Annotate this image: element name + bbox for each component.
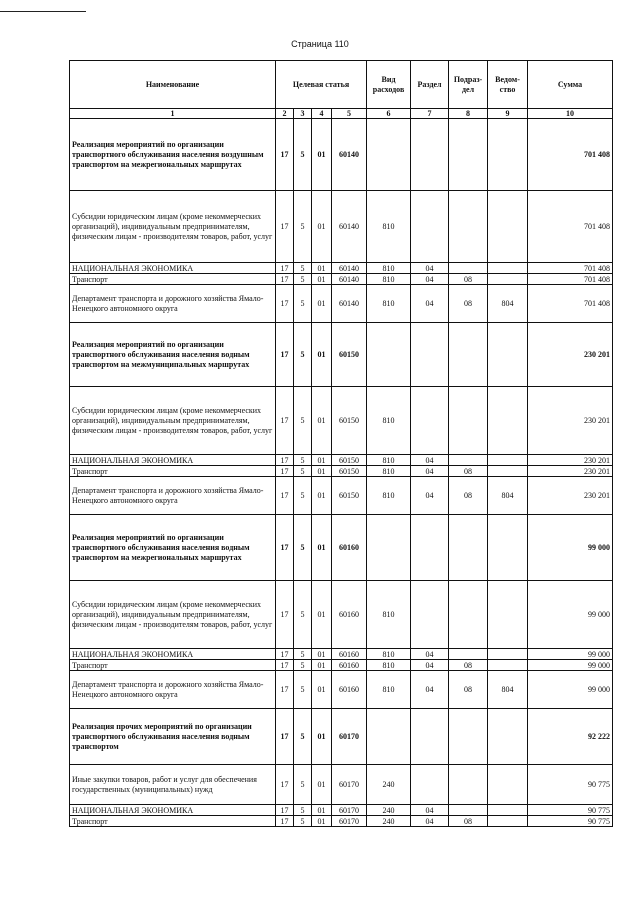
row-code-cell: 01 xyxy=(312,709,332,765)
row-code-cell xyxy=(449,119,488,191)
row-code-cell xyxy=(449,649,488,660)
row-code-cell: 04 xyxy=(411,816,449,827)
row-code-cell xyxy=(488,119,528,191)
row-code-cell: 60140 xyxy=(332,191,367,263)
row-code-cell: 60150 xyxy=(332,466,367,477)
row-code-cell xyxy=(449,581,488,649)
row-code-cell: 01 xyxy=(312,660,332,671)
row-code-cell: 60150 xyxy=(332,455,367,466)
row-sum-cell: 701 408 xyxy=(528,285,613,323)
row-code-cell xyxy=(411,119,449,191)
header-podrazdel: Подраз-дел xyxy=(449,61,488,109)
table-row xyxy=(70,263,613,274)
row-sum-cell: 701 408 xyxy=(528,191,613,263)
budget-table xyxy=(69,60,613,827)
row-code-cell: 08 xyxy=(449,466,488,477)
row-code-cell: 17 xyxy=(276,285,294,323)
row-code-cell xyxy=(449,323,488,387)
row-code-cell: 08 xyxy=(449,660,488,671)
row-sum-cell: 230 201 xyxy=(528,455,613,466)
row-code-cell: 04 xyxy=(411,805,449,816)
row-code-cell xyxy=(411,191,449,263)
row-code-cell: 17 xyxy=(276,805,294,816)
row-code-cell: 01 xyxy=(312,274,332,285)
row-code-cell: 804 xyxy=(488,477,528,515)
row-code-cell: 240 xyxy=(367,765,411,805)
row-code-cell: 60140 xyxy=(332,274,367,285)
row-code-cell: 60150 xyxy=(332,387,367,455)
row-code-cell xyxy=(449,805,488,816)
row-name-cell: Реализация прочих мероприятий по организации транспортного обслуживания населения водным транспортом xyxy=(70,709,276,765)
row-code-cell: 810 xyxy=(367,671,411,709)
row-code-cell: 5 xyxy=(294,671,312,709)
row-code-cell: 810 xyxy=(367,477,411,515)
table-row xyxy=(70,477,613,515)
row-code-cell: 17 xyxy=(276,191,294,263)
column-number-row xyxy=(70,109,613,119)
row-code-cell: 60160 xyxy=(332,660,367,671)
row-sum-cell: 230 201 xyxy=(528,387,613,455)
row-code-cell: 17 xyxy=(276,387,294,455)
row-code-cell: 01 xyxy=(312,581,332,649)
row-name-cell: Субсидии юридическим лицам (кроме некоммерческих организаций), индивидуальным предпринимателям, физическим лицам - производителям товаров, работ, услуг xyxy=(70,581,276,649)
row-code-cell xyxy=(488,660,528,671)
row-code-cell xyxy=(411,581,449,649)
table-row xyxy=(70,709,613,765)
row-code-cell: 5 xyxy=(294,274,312,285)
row-code-cell: 5 xyxy=(294,477,312,515)
row-code-cell: 5 xyxy=(294,660,312,671)
row-code-cell xyxy=(449,765,488,805)
row-name-cell: Департамент транспорта и дорожного хозяйства Ямало-Ненецкого автономного округа xyxy=(70,477,276,515)
row-name-cell: Транспорт xyxy=(70,816,276,827)
row-sum-cell: 90 775 xyxy=(528,816,613,827)
row-code-cell: 60140 xyxy=(332,119,367,191)
row-code-cell: 04 xyxy=(411,649,449,660)
row-code-cell xyxy=(488,274,528,285)
row-sum-cell: 90 775 xyxy=(528,805,613,816)
row-code-cell: 17 xyxy=(276,816,294,827)
row-code-cell: 01 xyxy=(312,515,332,581)
row-code-cell: 60170 xyxy=(332,816,367,827)
row-code-cell xyxy=(488,263,528,274)
row-name-cell: Иные закупки товаров, работ и услуг для обеспечения государственных (муниципальных) нужд xyxy=(70,765,276,805)
row-name-cell: НАЦИОНАЛЬНАЯ ЭКОНОМИКА xyxy=(70,649,276,660)
table-row xyxy=(70,323,613,387)
row-code-cell: 04 xyxy=(411,263,449,274)
row-code-cell xyxy=(367,515,411,581)
row-code-cell: 5 xyxy=(294,119,312,191)
row-code-cell xyxy=(449,709,488,765)
row-code-cell xyxy=(411,709,449,765)
row-code-cell xyxy=(411,323,449,387)
row-code-cell: 17 xyxy=(276,455,294,466)
row-name-cell: Субсидии юридическим лицам (кроме некоммерческих организаций), индивидуальным предпринимателям, физическим лицам - производителям товаров, работ, услуг xyxy=(70,387,276,455)
row-code-cell: 17 xyxy=(276,274,294,285)
row-code-cell: 240 xyxy=(367,805,411,816)
row-name-cell: Реализация мероприятий по организации транспортного обслуживания населения водным транспортом на межрегиональных маршрутах xyxy=(70,515,276,581)
row-code-cell xyxy=(367,119,411,191)
table-row xyxy=(70,805,613,816)
row-code-cell: 5 xyxy=(294,455,312,466)
row-code-cell: 08 xyxy=(449,671,488,709)
row-code-cell: 5 xyxy=(294,805,312,816)
header-vedomstvo: Ведом-ство xyxy=(488,61,528,109)
row-sum-cell: 99 000 xyxy=(528,660,613,671)
table-row xyxy=(70,765,613,805)
row-code-cell: 810 xyxy=(367,285,411,323)
row-code-cell: 01 xyxy=(312,191,332,263)
table-row xyxy=(70,119,613,191)
row-code-cell: 17 xyxy=(276,649,294,660)
row-code-cell: 17 xyxy=(276,119,294,191)
row-code-cell: 240 xyxy=(367,816,411,827)
row-code-cell: 5 xyxy=(294,466,312,477)
row-code-cell: 04 xyxy=(411,274,449,285)
row-code-cell xyxy=(488,455,528,466)
row-code-cell xyxy=(449,263,488,274)
row-code-cell: 5 xyxy=(294,387,312,455)
row-name-cell: Департамент транспорта и дорожного хозяйства Ямало-Ненецкого автономного округа xyxy=(70,671,276,709)
row-code-cell: 01 xyxy=(312,765,332,805)
row-code-cell: 5 xyxy=(294,709,312,765)
row-code-cell: 60140 xyxy=(332,285,367,323)
row-sum-cell: 99 000 xyxy=(528,581,613,649)
col-num: 6 xyxy=(367,109,411,119)
row-code-cell: 810 xyxy=(367,649,411,660)
row-name-cell: Реализация мероприятий по организации транспортного обслуживания населения воздушным транспортом на межрегиональных маршрутах xyxy=(70,119,276,191)
row-name-cell: НАЦИОНАЛЬНАЯ ЭКОНОМИКА xyxy=(70,805,276,816)
row-code-cell: 08 xyxy=(449,274,488,285)
row-code-cell: 810 xyxy=(367,191,411,263)
row-name-cell: Департамент транспорта и дорожного хозяйства Ямало-Ненецкого автономного округа xyxy=(70,285,276,323)
row-code-cell: 60150 xyxy=(332,477,367,515)
table-row xyxy=(70,455,613,466)
row-code-cell: 60160 xyxy=(332,671,367,709)
row-code-cell: 08 xyxy=(449,285,488,323)
row-code-cell: 01 xyxy=(312,649,332,660)
row-code-cell: 01 xyxy=(312,323,332,387)
row-code-cell: 01 xyxy=(312,671,332,709)
row-code-cell xyxy=(488,323,528,387)
row-code-cell xyxy=(449,455,488,466)
col-num: 7 xyxy=(411,109,449,119)
row-code-cell: 810 xyxy=(367,455,411,466)
col-num: 3 xyxy=(294,109,312,119)
row-name-cell: НАЦИОНАЛЬНАЯ ЭКОНОМИКА xyxy=(70,455,276,466)
row-code-cell: 60170 xyxy=(332,709,367,765)
table-row xyxy=(70,816,613,827)
col-num: 1 xyxy=(70,109,276,119)
header-row xyxy=(70,61,613,109)
row-code-cell: 17 xyxy=(276,263,294,274)
table-row xyxy=(70,671,613,709)
row-code-cell: 810 xyxy=(367,581,411,649)
row-code-cell: 04 xyxy=(411,671,449,709)
row-code-cell: 04 xyxy=(411,466,449,477)
table-row xyxy=(70,581,613,649)
row-code-cell: 5 xyxy=(294,191,312,263)
row-code-cell: 60160 xyxy=(332,581,367,649)
col-num: 2 xyxy=(276,109,294,119)
row-sum-cell: 99 000 xyxy=(528,671,613,709)
row-code-cell: 5 xyxy=(294,581,312,649)
row-code-cell xyxy=(488,515,528,581)
row-sum-cell: 99 000 xyxy=(528,649,613,660)
row-code-cell: 04 xyxy=(411,660,449,671)
header-summa: Сумма xyxy=(528,61,613,109)
row-code-cell: 60160 xyxy=(332,649,367,660)
row-name-cell: Транспорт xyxy=(70,466,276,477)
row-code-cell: 5 xyxy=(294,323,312,387)
row-name-cell: Транспорт xyxy=(70,660,276,671)
row-name-cell: Транспорт xyxy=(70,274,276,285)
row-code-cell: 01 xyxy=(312,285,332,323)
row-code-cell xyxy=(449,191,488,263)
row-code-cell: 01 xyxy=(312,387,332,455)
row-code-cell: 60160 xyxy=(332,515,367,581)
table-row xyxy=(70,515,613,581)
table-row xyxy=(70,649,613,660)
row-code-cell xyxy=(488,765,528,805)
row-code-cell: 810 xyxy=(367,466,411,477)
col-num: 5 xyxy=(332,109,367,119)
row-code-cell xyxy=(411,765,449,805)
row-code-cell: 60170 xyxy=(332,805,367,816)
row-code-cell xyxy=(367,323,411,387)
row-code-cell: 60140 xyxy=(332,263,367,274)
row-code-cell: 5 xyxy=(294,515,312,581)
row-code-cell: 01 xyxy=(312,805,332,816)
row-code-cell: 01 xyxy=(312,466,332,477)
header-target: Целевая статья xyxy=(276,61,367,109)
corner-rule xyxy=(0,11,86,12)
row-code-cell: 01 xyxy=(312,119,332,191)
row-code-cell xyxy=(488,816,528,827)
row-code-cell: 60170 xyxy=(332,765,367,805)
header-razdel: Раздел xyxy=(411,61,449,109)
row-code-cell xyxy=(449,387,488,455)
row-code-cell: 01 xyxy=(312,263,332,274)
row-code-cell: 804 xyxy=(488,285,528,323)
row-code-cell: 17 xyxy=(276,709,294,765)
row-code-cell xyxy=(488,805,528,816)
table-row xyxy=(70,274,613,285)
page-label: Страница 110 xyxy=(291,39,349,49)
row-code-cell xyxy=(488,581,528,649)
row-sum-cell: 701 408 xyxy=(528,119,613,191)
row-sum-cell: 92 222 xyxy=(528,709,613,765)
row-code-cell xyxy=(367,709,411,765)
row-code-cell: 17 xyxy=(276,765,294,805)
table-row xyxy=(70,387,613,455)
row-code-cell: 17 xyxy=(276,660,294,671)
row-code-cell: 5 xyxy=(294,816,312,827)
row-code-cell: 5 xyxy=(294,285,312,323)
row-code-cell: 01 xyxy=(312,477,332,515)
row-code-cell: 04 xyxy=(411,455,449,466)
row-sum-cell: 99 000 xyxy=(528,515,613,581)
row-code-cell xyxy=(488,466,528,477)
row-code-cell xyxy=(411,515,449,581)
table-body xyxy=(70,119,613,827)
row-sum-cell: 701 408 xyxy=(528,274,613,285)
row-sum-cell: 230 201 xyxy=(528,466,613,477)
row-code-cell xyxy=(488,709,528,765)
table-row xyxy=(70,660,613,671)
row-code-cell: 04 xyxy=(411,477,449,515)
row-sum-cell: 230 201 xyxy=(528,323,613,387)
header-vid: Вид расходов xyxy=(367,61,411,109)
row-code-cell xyxy=(488,649,528,660)
row-name-cell: Реализация мероприятий по организации транспортного обслуживания населения водным транспортом на межмуниципальных маршрутах xyxy=(70,323,276,387)
table-row xyxy=(70,191,613,263)
table-row xyxy=(70,466,613,477)
row-code-cell: 04 xyxy=(411,285,449,323)
col-num: 9 xyxy=(488,109,528,119)
row-code-cell: 810 xyxy=(367,387,411,455)
header-name: Наименование xyxy=(70,61,276,109)
row-code-cell: 17 xyxy=(276,581,294,649)
row-name-cell: НАЦИОНАЛЬНАЯ ЭКОНОМИКА xyxy=(70,263,276,274)
row-code-cell: 17 xyxy=(276,515,294,581)
col-num: 10 xyxy=(528,109,613,119)
row-code-cell: 01 xyxy=(312,455,332,466)
row-sum-cell: 90 775 xyxy=(528,765,613,805)
row-code-cell: 810 xyxy=(367,660,411,671)
row-code-cell: 810 xyxy=(367,263,411,274)
row-name-cell: Субсидии юридическим лицам (кроме некоммерческих организаций), индивидуальным предпринимателям, физическим лицам - производителям товаров, работ, услуг xyxy=(70,191,276,263)
row-code-cell: 17 xyxy=(276,466,294,477)
row-code-cell: 810 xyxy=(367,274,411,285)
row-sum-cell: 230 201 xyxy=(528,477,613,515)
col-num: 8 xyxy=(449,109,488,119)
row-code-cell: 804 xyxy=(488,671,528,709)
table-row xyxy=(70,285,613,323)
row-code-cell: 5 xyxy=(294,649,312,660)
row-code-cell xyxy=(449,515,488,581)
row-code-cell: 5 xyxy=(294,263,312,274)
row-code-cell: 08 xyxy=(449,477,488,515)
row-code-cell: 17 xyxy=(276,323,294,387)
row-code-cell: 17 xyxy=(276,477,294,515)
row-code-cell: 08 xyxy=(449,816,488,827)
col-num: 4 xyxy=(312,109,332,119)
row-code-cell xyxy=(411,387,449,455)
row-code-cell: 01 xyxy=(312,816,332,827)
row-code-cell: 5 xyxy=(294,765,312,805)
row-code-cell: 60150 xyxy=(332,323,367,387)
row-code-cell: 17 xyxy=(276,671,294,709)
row-sum-cell: 701 408 xyxy=(528,263,613,274)
row-code-cell xyxy=(488,191,528,263)
row-code-cell xyxy=(488,387,528,455)
